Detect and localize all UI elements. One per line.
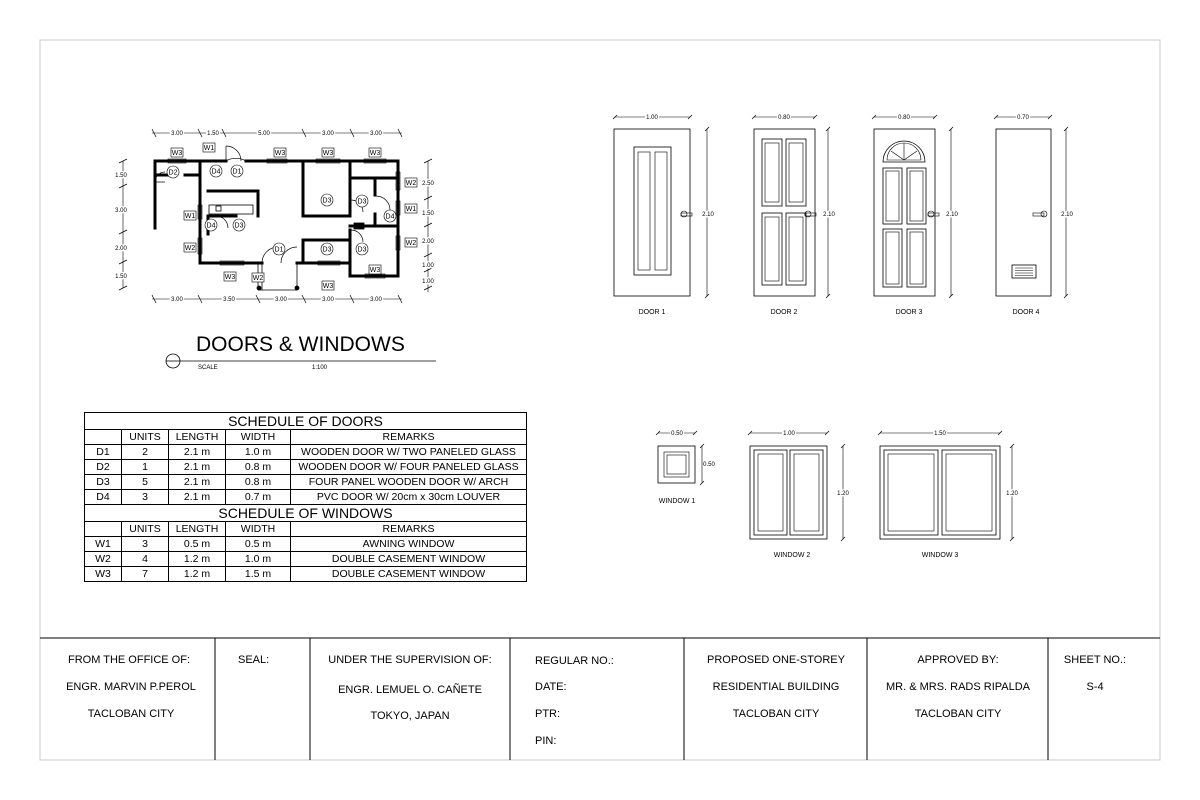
- plan-top-dim-4: 3.00: [322, 131, 334, 137]
- door-4-louver: [1012, 265, 1036, 278]
- door-elevations: [613, 115, 1073, 316]
- plan-top-dim-5: 3.00: [370, 131, 382, 137]
- window-3-elevation: [878, 431, 1018, 559]
- tag-d3-a: D3: [322, 197, 332, 205]
- drawing-title: [166, 333, 436, 371]
- tag-w3-c: W3: [322, 150, 334, 157]
- tag-w3-d: W3: [369, 150, 381, 157]
- tag-w2-b: W2: [405, 180, 417, 187]
- tag-d4-a: D4: [211, 168, 221, 176]
- plan-left-dim-2: 3.00: [115, 208, 127, 214]
- ptr-label: PTR:: [535, 708, 561, 720]
- plan-bottom-dim-3: 3.00: [275, 297, 287, 303]
- table-row: W1 3 0.5 m 0.5 m AWNING WINDOW: [85, 537, 527, 552]
- tag-d3-d: D3: [322, 246, 332, 254]
- table-row: W2 4 1.2 m 1.0 m DOUBLE CASEMENT WINDOW: [85, 552, 527, 567]
- tag-d3-e: D3: [357, 246, 367, 254]
- window-2-width: 1.00: [783, 431, 795, 437]
- table-row: D4 3 2.1 m 0.7 m PVC DOOR W/ 20cm x 30cm LOUVER: [85, 490, 527, 505]
- table-row: D1 2 2.1 m 1.0 m WOODEN DOOR W/ TWO PANELED GLASS: [85, 445, 527, 460]
- plan-top-dim-3: 5.00: [258, 131, 270, 137]
- door-4-height: 2.10: [1061, 212, 1073, 218]
- door-1-width: 1.00: [646, 115, 658, 121]
- date-label: DATE:: [535, 681, 567, 693]
- plan-right-dim-4: 1.00: [422, 263, 434, 269]
- window-2-label: WINDOW 2: [773, 552, 811, 559]
- project-line-1: PROPOSED ONE-STOREY: [707, 654, 845, 666]
- tag-w3-g: W3: [369, 267, 381, 274]
- tag-w1-b: W1: [184, 213, 196, 220]
- window-1-elevation: [656, 431, 715, 505]
- window-1-height: 0.50: [703, 462, 715, 468]
- project-line-2: RESIDENTIAL BUILDING: [712, 681, 840, 693]
- door-4-label: DOOR 4: [1012, 309, 1040, 316]
- window-2-height: 1.20: [837, 491, 849, 497]
- tag-d1-a: D1: [232, 168, 242, 176]
- window-3-label: WINDOW 3: [921, 552, 959, 559]
- tag-d3-b: D3: [357, 198, 367, 206]
- pin-label: PIN:: [535, 735, 557, 747]
- door-4-elevation: [994, 115, 1073, 316]
- office-city: TACLOBAN CITY: [87, 708, 175, 720]
- scale-value: 1:100: [312, 365, 328, 371]
- project-city: TACLOBAN CITY: [732, 708, 820, 720]
- plan-right-dim-2: 1.50: [422, 211, 434, 217]
- tag-d1-b: D1: [274, 246, 284, 254]
- tag-d4-c: D4: [206, 222, 216, 230]
- sheet-no-label: SHEET NO.:: [1063, 654, 1127, 666]
- window-3-height: 1.20: [1006, 491, 1018, 497]
- plan-left-dim-4: 1.50: [115, 274, 127, 280]
- tag-w2-a: W2: [184, 245, 196, 252]
- door-2-width: 0.80: [778, 115, 790, 121]
- door-1-label: DOOR 1: [638, 309, 666, 316]
- tag-w2-c: W2: [405, 240, 417, 247]
- floor-plan: [115, 129, 434, 303]
- door-2-height: 2.10: [823, 212, 835, 218]
- door-3-elevation: [872, 115, 958, 316]
- tag-w2-d: W2: [252, 275, 264, 282]
- table-row: W3 7 1.2 m 1.5 m DOUBLE CASEMENT WINDOW: [85, 567, 527, 582]
- office-label: FROM THE OFFICE OF:: [67, 654, 191, 666]
- supervisor-city: TOKYO, JAPAN: [370, 710, 450, 722]
- supervisor-name: ENGR. LEMUEL O. CAÑETE: [338, 684, 482, 696]
- tag-w1-c: W1: [405, 206, 417, 213]
- tag-w3-a: W3: [171, 150, 183, 157]
- schedule-doors-header: UNITS LENGTH WIDTH REMARKS: [85, 430, 527, 445]
- regular-no-label: REGULAR NO.:: [535, 655, 614, 667]
- plan-bottom-dim-4: 3.00: [322, 297, 334, 303]
- window-elevations: [656, 431, 1018, 559]
- schedule-windows-header: UNITS LENGTH WIDTH REMARKS: [85, 522, 527, 537]
- door-4-width: 0.70: [1017, 115, 1029, 121]
- plan-right-dim-3: 2.00: [422, 239, 434, 245]
- plan-right-dimensions: [422, 159, 434, 292]
- plan-left-dimensions: [115, 159, 127, 290]
- plan-right-dim-5: 1.00: [422, 279, 434, 285]
- drawing-title-text: DOORS & WINDOWS: [196, 333, 405, 356]
- office-name: ENGR. MARVIN P.PEROL: [66, 681, 196, 693]
- window-1-label: WINDOW 1: [658, 498, 696, 505]
- plan-right-dim-1: 2.50: [422, 181, 434, 187]
- scale-label: SCALE: [198, 365, 218, 371]
- tag-w3-f: W3: [322, 283, 334, 290]
- tag-w3-e: W3: [224, 274, 236, 281]
- schedule-table: [84, 412, 527, 582]
- plan-bottom-dimensions: [152, 295, 402, 303]
- tag-w3-b: W3: [274, 150, 286, 157]
- tag-w1-a: W1: [203, 145, 215, 152]
- door-1-elevation: [613, 115, 714, 316]
- sheet-no-value: S-4: [1086, 681, 1104, 693]
- plan-top-dim-1: 3.00: [171, 131, 183, 137]
- plan-left-dim-1: 1.50: [115, 173, 127, 179]
- plan-bottom-dim-5: 3.00: [370, 297, 382, 303]
- door-1-height: 2.10: [702, 212, 714, 218]
- plan-top-dimensions: [152, 129, 402, 137]
- door-2-label: DOOR 2: [770, 309, 798, 316]
- window-2-elevation: [748, 431, 849, 559]
- seal-label: SEAL:: [238, 654, 270, 666]
- plan-top-dim-2: 1.50: [207, 131, 219, 137]
- door-3-label: DOOR 3: [895, 309, 923, 316]
- plan-bottom-dim-2: 3.50: [223, 297, 235, 303]
- plan-bottom-dim-1: 3.00: [171, 297, 183, 303]
- approved-name: MR. & MRS. RADS RIPALDA: [885, 681, 1031, 693]
- schedule-windows-title: SCHEDULE OF WINDOWS: [85, 505, 527, 522]
- plan-left-dim-3: 2.00: [115, 246, 127, 252]
- approved-label: APPROVED BY:: [917, 654, 999, 666]
- window-3-width: 1.50: [934, 431, 946, 437]
- tag-d2: D2: [168, 169, 178, 177]
- door-2-elevation: [752, 115, 835, 316]
- tag-d4-b: D4: [385, 213, 395, 221]
- table-row: D2 1 2.1 m 0.8 m WOODEN DOOR W/ FOUR PANELED GLASS: [85, 460, 527, 475]
- plan-tags: [167, 143, 417, 290]
- table-row: D3 5 2.1 m 0.8 m FOUR PANEL WOODEN DOOR W/ ARCH: [85, 475, 527, 490]
- tag-d3-c: D3: [234, 222, 244, 230]
- approved-city: TACLOBAN CITY: [914, 708, 1002, 720]
- door-3-width: 0.80: [898, 115, 910, 121]
- schedule-doors-title: SCHEDULE OF DOORS: [85, 413, 527, 430]
- window-1-width: 0.50: [671, 431, 683, 437]
- door-3-height: 2.10: [946, 212, 958, 218]
- supervision-label: UNDER THE SUPERVISION OF:: [328, 654, 492, 666]
